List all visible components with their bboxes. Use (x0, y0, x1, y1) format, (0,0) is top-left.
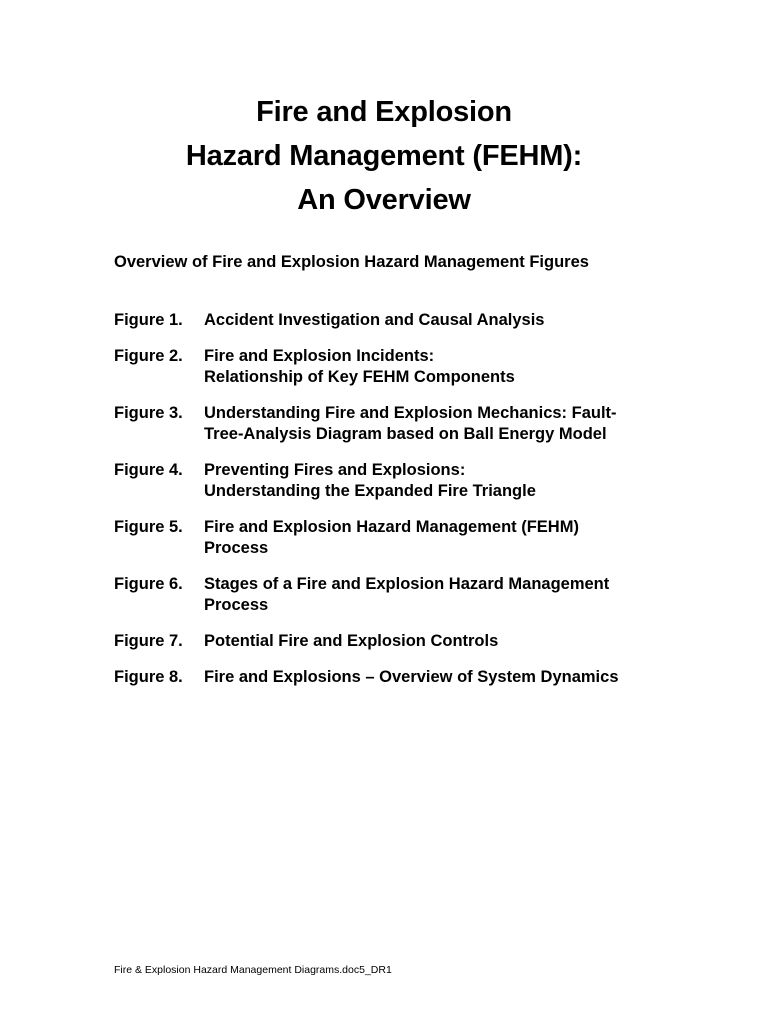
figure-title-line: Fire and Explosions – Overview of System Dynamics (204, 668, 619, 686)
figure-label: Figure 4. (114, 461, 183, 479)
section-heading: Overview of Fire and Explosion Hazard Management Figures (114, 253, 589, 271)
figure-title-line: Understanding Fire and Explosion Mechanics: Fault- (204, 404, 617, 422)
title-line-1: Fire and Explosion (256, 96, 512, 128)
figure-item-3 (114, 403, 674, 445)
title-line-2: Hazard Management (FEHM): (185, 140, 583, 172)
figure-label: Figure 3. (114, 404, 183, 422)
figure-title (204, 667, 674, 688)
figure-item-4 (114, 460, 674, 502)
figure-title (204, 346, 674, 388)
figure-title-line: Preventing Fires and Explosions: (204, 461, 466, 479)
figure-title-line: Accident Investigation and Causal Analysis (204, 311, 545, 329)
figure-label: Figure 6. (114, 575, 183, 593)
figure-title (204, 631, 674, 652)
figure-title-line: Stages of a Fire and Explosion Hazard Management (204, 575, 610, 593)
figure-title-line: Fire and Explosion Incidents: (204, 347, 435, 365)
figure-item-6 (114, 574, 674, 616)
figure-item-7 (114, 631, 674, 652)
figure-title (204, 460, 674, 502)
figure-list (114, 310, 674, 703)
figure-label: Figure 1. (114, 311, 183, 329)
figure-title-line: Relationship of Key FEHM Components (204, 368, 515, 386)
figure-title (204, 310, 674, 331)
figure-title (204, 403, 674, 445)
figure-item-5 (114, 517, 674, 559)
figure-item-1 (114, 310, 674, 331)
title-line-3: An Overview (297, 184, 471, 216)
figure-title-line: Fire and Explosion Hazard Management (FEHM) (204, 518, 579, 536)
figure-title-line: Process (204, 596, 269, 614)
document-title (0, 90, 768, 222)
figure-title (204, 517, 674, 559)
figure-title-line: Potential Fire and Explosion Controls (204, 632, 499, 650)
page-footer: Fire & Explosion Hazard Management Diagrams.doc5_DR1 (114, 964, 392, 976)
figure-label: Figure 5. (114, 518, 183, 536)
figure-title (204, 574, 674, 616)
figure-title-line: Understanding the Expanded Fire Triangle (204, 482, 536, 500)
figure-label: Figure 2. (114, 347, 183, 365)
figure-item-2 (114, 346, 674, 388)
figure-item-8 (114, 667, 674, 688)
figure-label: Figure 7. (114, 632, 183, 650)
figure-label: Figure 8. (114, 668, 183, 686)
figure-title-line: Tree-Analysis Diagram based on Ball Energy Model (204, 425, 607, 443)
figure-title-line: Process (204, 539, 269, 557)
